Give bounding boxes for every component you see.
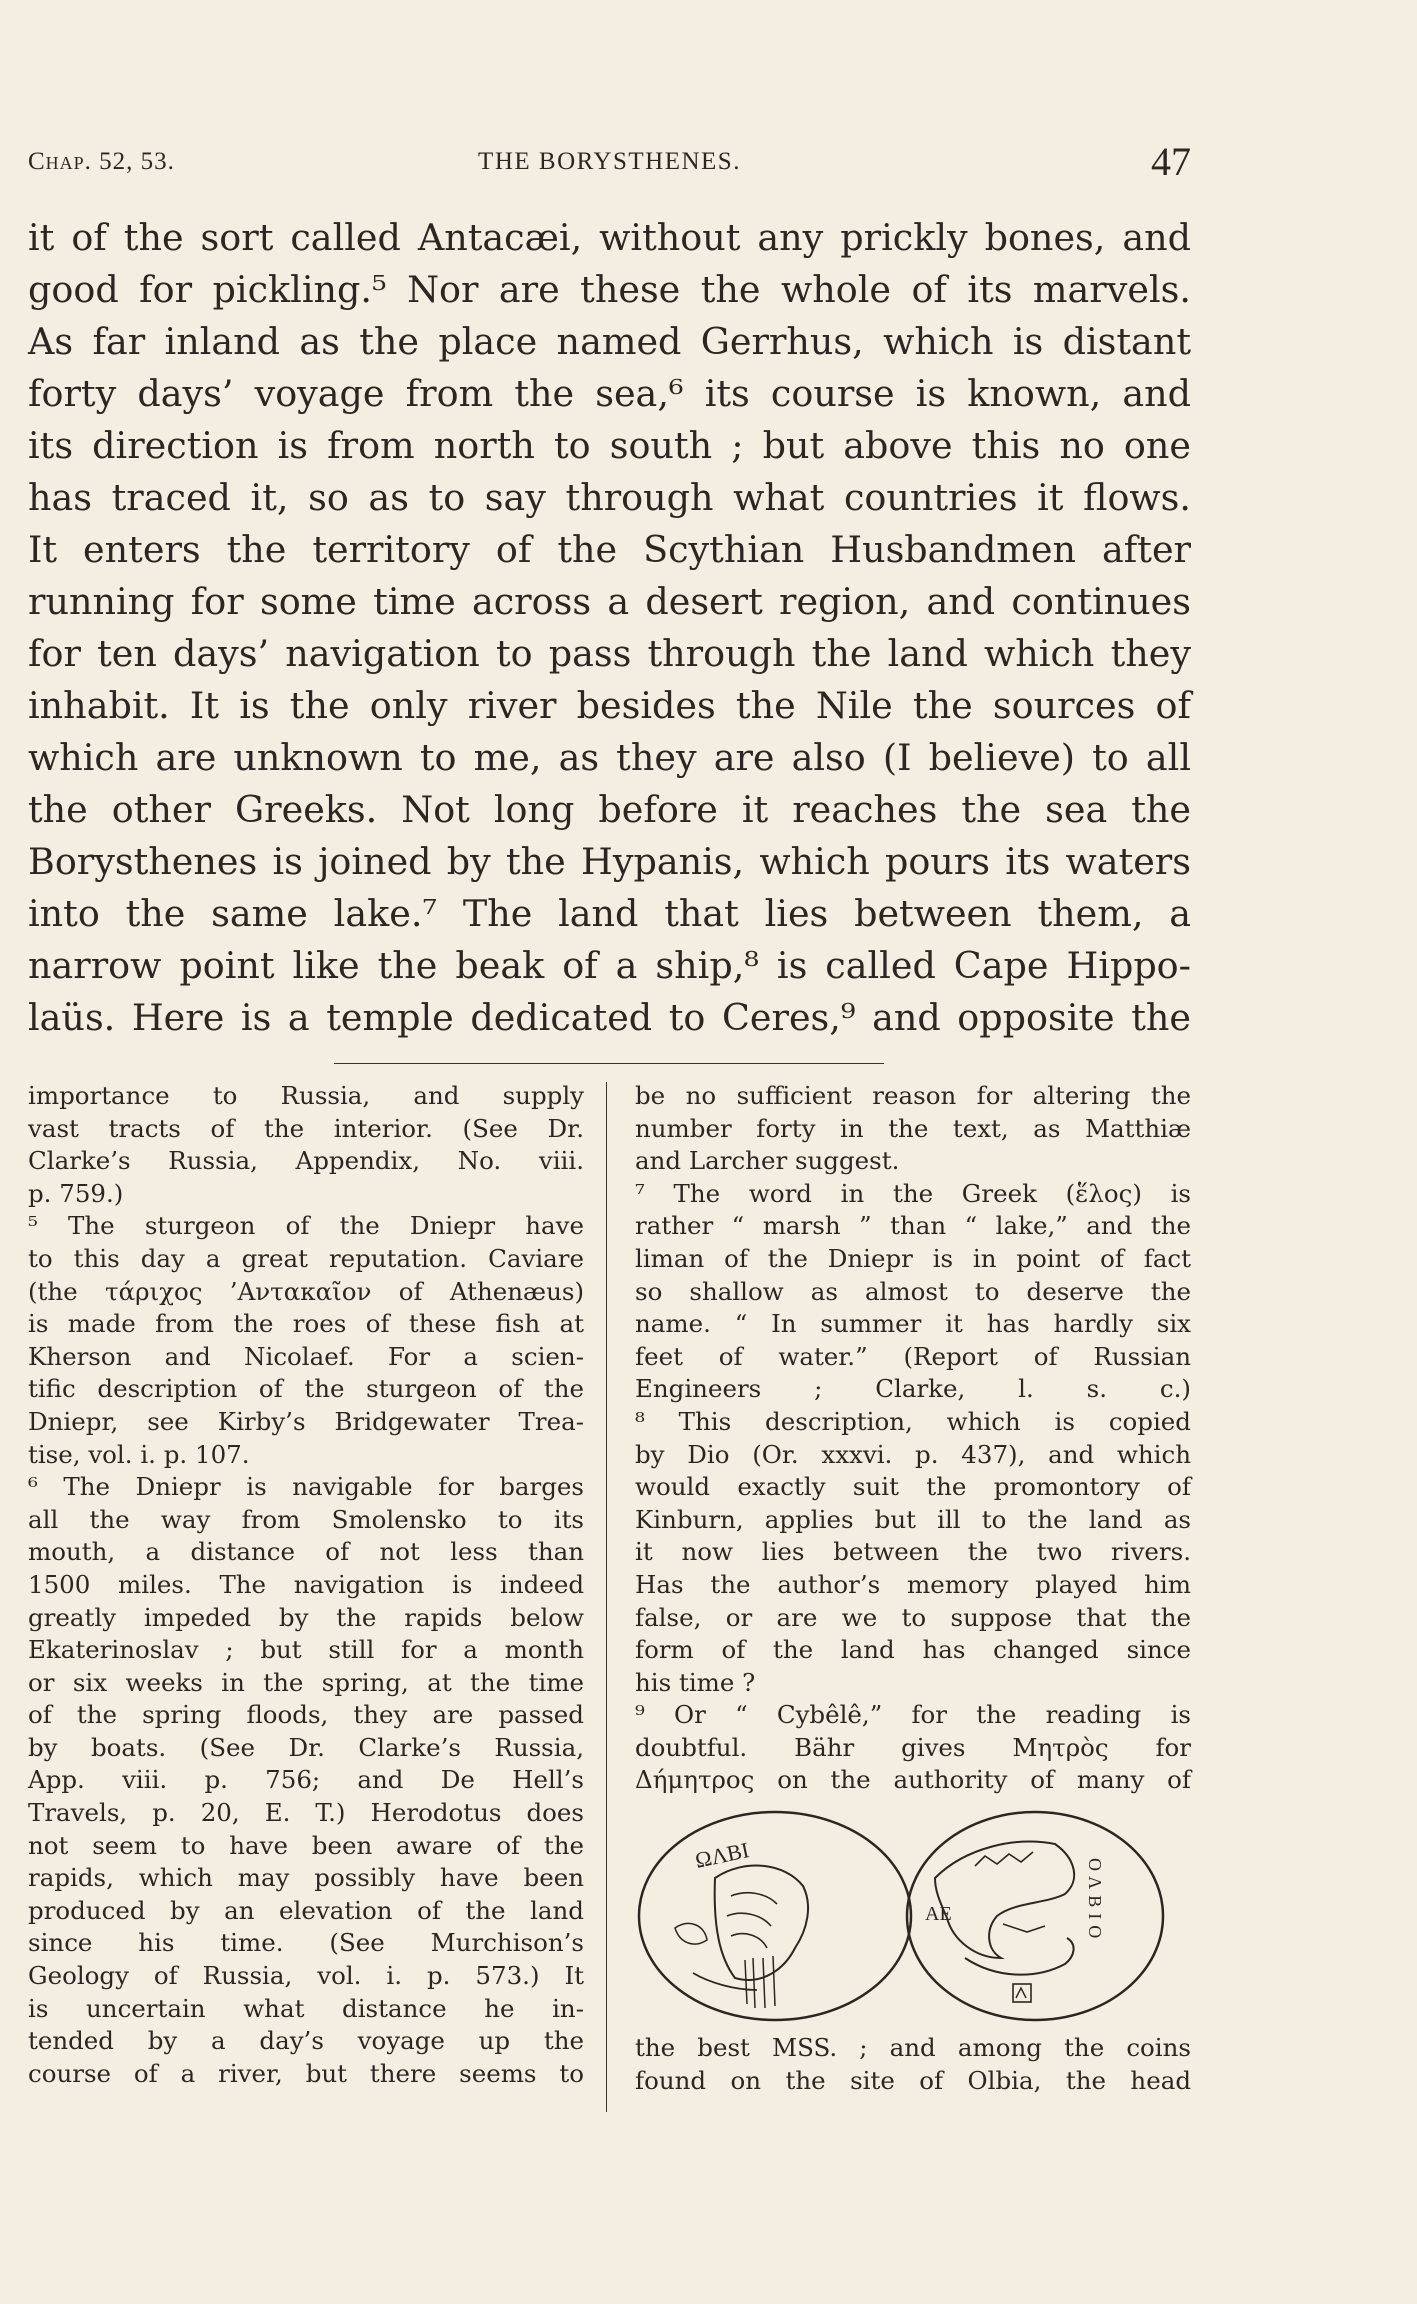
- footnotes-left-line: Geology of Russia, vol. i. p. 573.) It: [28, 1961, 584, 1991]
- right-coin: [907, 1812, 1163, 2020]
- footnotes-right-line: rather “ marsh ” than “ lake,” and the: [635, 1211, 1191, 1241]
- footnotes-left-column: [28, 1080, 584, 2090]
- footnotes-left-line: is uncertain what distance he in-: [28, 1993, 584, 2023]
- body-lines-line: laüs. Here is a temple dedicated to Ceres,⁹ and opposite the: [28, 996, 1191, 1039]
- footnotes-right-after-line: the best MSS. ; and among the coins: [635, 2033, 1191, 2062]
- footnotes-right-line: by Dio (Or. xxxvi. p. 437), and which: [635, 1439, 1191, 1469]
- body-lines-line: into the same lake.⁷ The land that lies between them, a: [28, 892, 1191, 935]
- footnotes-right-line: be no sufficient reason for altering the: [635, 1081, 1191, 1110]
- footnotes-left-line: vast tracts of the interior. (See Dr.: [28, 1113, 584, 1143]
- left-coin: [639, 1812, 911, 2020]
- chapter-reference: Chap. 52, 53.: [28, 148, 175, 175]
- footnotes-left-line: Dniepr, see Kirby’s Bridgewater Trea-: [28, 1406, 584, 1436]
- footnotes-left-line: to this day a great reputation. Caviare: [28, 1243, 584, 1273]
- footnotes-left-line: Kherson and Nicolaef. For a scien-: [28, 1341, 584, 1371]
- body-lines-line: running for some time across a desert region, and continues: [28, 580, 1191, 623]
- coin-illustration: [635, 1808, 1191, 2024]
- footnotes-right-line: ⁹ Or “ Cybêlê,” for the reading is: [635, 1700, 1191, 1730]
- body-lines-line: good for pickling.⁵ Nor are these the whole of its marvels.: [28, 268, 1191, 311]
- body-lines-line: has traced it, so as to say through what countries it flows.: [28, 476, 1191, 519]
- body-lines-line: Borysthenes is joined by the Hypanis, which pours its waters: [28, 840, 1191, 883]
- body-lines-line: which are unknown to me, as they are also (I believe) to all: [28, 736, 1191, 779]
- body-lines-line: it of the sort called Antacæi, without any prickly bones, and: [28, 216, 1191, 259]
- body-lines-line: for ten days’ navigation to pass through the land which they: [28, 632, 1191, 675]
- footnotes-left-line: or six weeks in the spring, at the time: [28, 1667, 584, 1697]
- footnotes-left-line: tise, vol. i. p. 107.: [28, 1439, 250, 1469]
- footnotes-left-line: tific description of the sturgeon of the: [28, 1374, 584, 1404]
- footnotes-right-line: doubtful. Bähr gives Μητρὸς for: [635, 1732, 1191, 1762]
- footnotes-left-line: produced by an elevation of the land: [28, 1895, 584, 1925]
- body-lines-line: its direction is from north to south ; but above this no one: [28, 424, 1191, 467]
- footnotes-left-line: is made from the roes of these fish at: [28, 1309, 584, 1339]
- footnotes-right-line: it now lies between the two rivers.: [635, 1537, 1191, 1567]
- footnotes-left-line: ⁶ The Dniepr is navigable for barges: [28, 1472, 584, 1502]
- footnotes-left-line: not seem to have been aware of the: [28, 1830, 584, 1860]
- footnotes-right-line: Kinburn, applies but ill to the land as: [635, 1504, 1191, 1534]
- body-lines-line: It enters the territory of the Scythian Husbandmen after: [28, 528, 1191, 571]
- footnotes-left-line: tended by a day’s voyage up the: [28, 2026, 584, 2056]
- running-title: THE BORYSTHENES.: [478, 148, 741, 175]
- footnotes-left-line: ⁵ The sturgeon of the Dniepr have: [28, 1211, 584, 1241]
- footnotes-left-line: mouth, a distance of not less than: [28, 1537, 584, 1567]
- footnotes-left-line: 1500 miles. The navigation is indeed: [28, 1569, 584, 1599]
- footnotes-right-line: ⁸ This description, which is copied: [635, 1406, 1191, 1436]
- footnotes-left-line: since his time. (See Murchison’s: [28, 1928, 584, 1958]
- footnotes-right-line: liman of the Dniepr is in point of fact: [635, 1243, 1191, 1273]
- footnotes-right-line: Δήμητρος on the authority of many of: [635, 1765, 1191, 1795]
- footnotes-left-line: Travels, p. 20, E. T.) Herodotus does: [28, 1798, 584, 1828]
- footnotes-right-after-figure: [635, 2032, 1191, 2097]
- footnotes-left-line: by boats. (See Dr. Clarke’s Russia,: [28, 1732, 584, 1762]
- footnotes-left-line: importance to Russia, and supply: [28, 1081, 584, 1110]
- footnotes-right-line: his time ?: [635, 1667, 756, 1697]
- footnotes-right-line: false, or are we to suppose that the: [635, 1602, 1191, 1632]
- footnotes-left-line: Clarke’s Russia, Appendix, No. viii.: [28, 1146, 584, 1176]
- main-text: [28, 212, 1191, 1044]
- footnotes-right-line: feet of water.” (Report of Russian: [635, 1341, 1191, 1371]
- footnotes-left-line: Ekaterinoslav ; but still for a month: [28, 1635, 584, 1665]
- body-lines-line: the other Greeks. Not long before it reaches the sea the: [28, 788, 1191, 831]
- right-coin-legend: ΟΛΒΙΟ: [1085, 1858, 1105, 1945]
- footnotes-left-line: (the τάριχος ’Ανταкαῖον of Athenæus): [28, 1276, 584, 1306]
- body-lines-line: narrow point like the beak of a ship,⁸ is called Cape Hippo-: [28, 944, 1191, 987]
- footnotes-right-line: Has the author’s memory played him: [635, 1569, 1191, 1599]
- footnotes-right-after-line: found on the site of Olbia, the head: [635, 2065, 1191, 2095]
- footnotes-left-line: of the spring floods, they are passed: [28, 1700, 584, 1730]
- footnotes-right-line: number forty in the text, as Matthiæ: [635, 1113, 1191, 1143]
- footnotes-left-line: App. viii. p. 756; and De Hell’s: [28, 1765, 584, 1795]
- footnote-rule: [334, 1063, 884, 1064]
- body-lines-line: inhabit. It is the only river besides the Nile the sources of: [28, 684, 1191, 727]
- footnotes-right-line: ⁷ The word in the Greek (ἕλος) is: [635, 1178, 1191, 1208]
- footnotes-left-line: greatly impeded by the rapids below: [28, 1602, 584, 1632]
- body-lines-line: As far inland as the place named Gerrhus, which is distant: [28, 320, 1191, 363]
- footnotes-left-line: course of a river, but there seems to: [28, 2058, 584, 2088]
- running-header: [28, 140, 1191, 186]
- footnotes-right-column: [635, 1080, 1191, 1797]
- footnotes-right-line: would exactly suit the promontory of: [635, 1472, 1191, 1502]
- footnotes-right-line: Engineers ; Clarke, l. s. c.): [635, 1374, 1191, 1404]
- footnotes-right-line: form of the land has changed since: [635, 1635, 1191, 1665]
- footnotes-right-line: so shallow as almost to deserve the: [635, 1276, 1191, 1306]
- footnotes-right-line: and Larcher suggest.: [635, 1146, 900, 1176]
- footnotes-left-line: rapids, which may possibly have been: [28, 1863, 584, 1893]
- column-divider: [606, 1082, 607, 2112]
- right-coin-small-legend: ΑΕ: [925, 1903, 952, 1925]
- footnotes-right-line: name. “ In summer it has hardly six: [635, 1309, 1191, 1339]
- footnotes-left-line: all the way from Smolensko to its: [28, 1504, 584, 1534]
- footnotes-left-line: p. 759.): [28, 1178, 124, 1208]
- body-lines-line: forty days’ voyage from the sea,⁶ its course is known, and: [28, 372, 1191, 415]
- page-number: 47: [1151, 139, 1191, 184]
- left-coin-legend: ΩΛΒΙ: [692, 1837, 752, 1873]
